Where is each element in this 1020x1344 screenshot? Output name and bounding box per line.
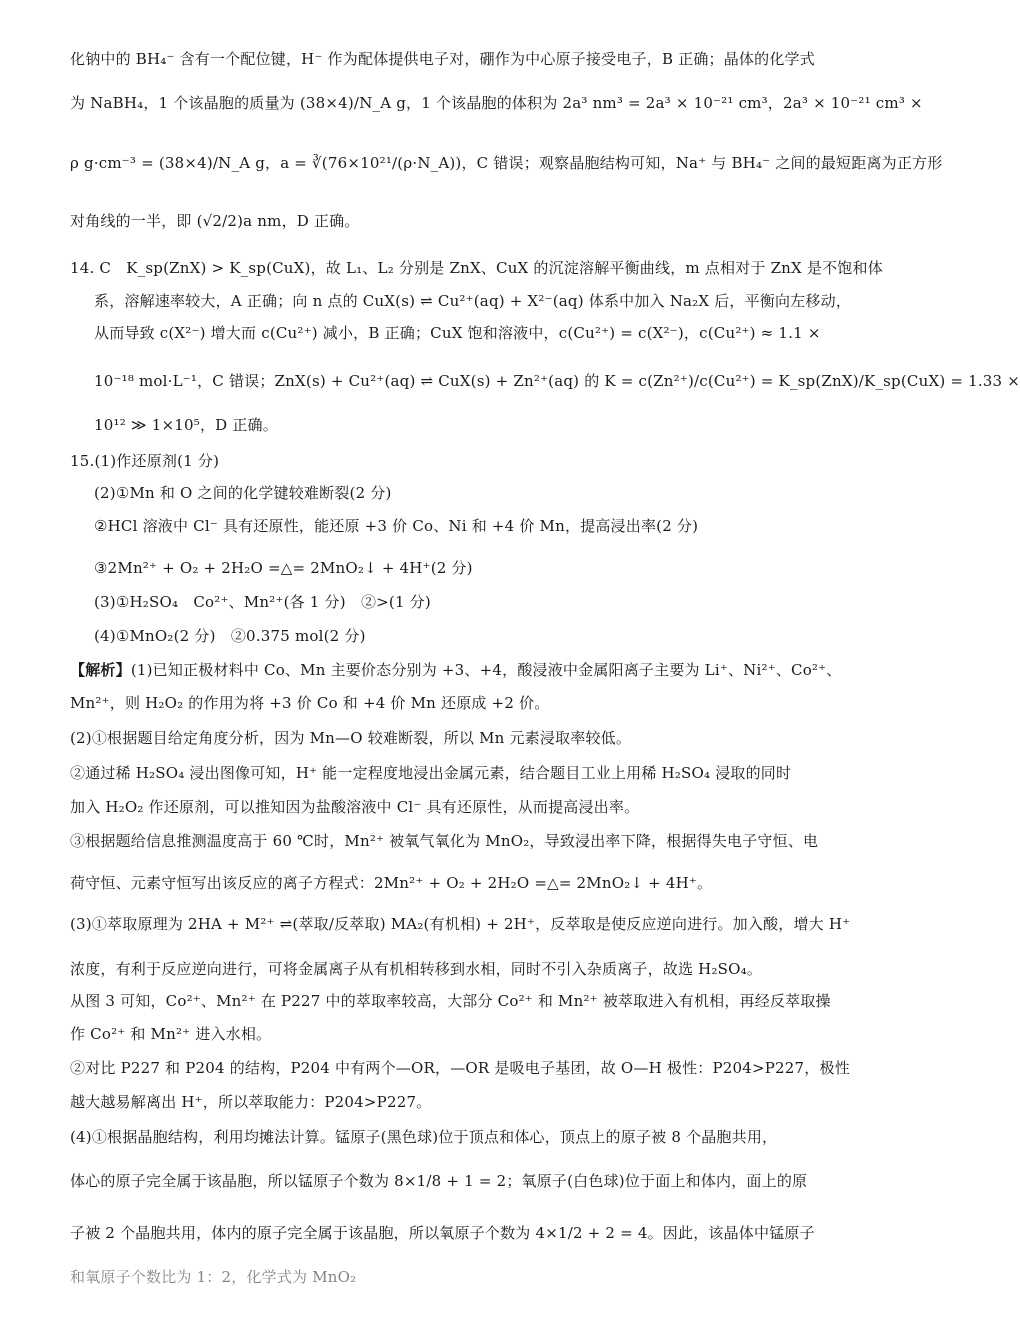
text-line: 荷守恒、元素守恒写出该反应的离子方程式：2Mn²⁺ + O₂ + 2H₂O =△= 2MnO₂↓ + 4H⁺。 xyxy=(70,874,713,892)
text-line: ρ g·cm⁻³ = (38×4)/N_A g，a = ∛(76×10²¹/(ρ·N_A))，C 错误；观察晶胞结构可知，Na⁺ 与 BH₄⁻ 之间的最短距离为正方形 xyxy=(70,154,943,172)
text-line: 从而导致 c(X²⁻) 增大而 c(Cu²⁺) 减小，B 正确；CuX 饱和溶液中，c(Cu²⁺) = c(X²⁻)，c(Cu²⁺) ≈ 1.1 × xyxy=(94,324,821,342)
text-line: 10⁻¹⁸ mol·L⁻¹，C 错误；ZnX(s) + Cu²⁺(aq) ⇌ CuX(s) + Zn²⁺(aq) 的 K = c(Zn²⁺)/c(Cu²⁺) = K_sp(ZnX)/K_sp(CuX) = 1.33 × xyxy=(94,372,1020,390)
text-line: 子被 2 个晶胞共用，体内的原子完全属于该晶胞，所以氧原子个数为 4×1/2 + 2 = 4。因此，该晶体中锰原子 xyxy=(70,1224,815,1242)
text-line: ③2Mn²⁺ + O₂ + 2H₂O =△= 2MnO₂↓ + 4H⁺(2 分) xyxy=(94,559,473,577)
text-line: ②对比 P227 和 P204 的结构，P204 中有两个—OR，—OR 是吸电子基团，故 O—H 极性：P204>P227，极性 xyxy=(70,1059,850,1077)
text-line: 15.(1)作还原剂(1 分) xyxy=(70,452,220,470)
text-line: 为 NaBH₄，1 个该晶胞的质量为 (38×4)/N_A g，1 个该晶胞的体积为 2a³ nm³ = 2a³ × 10⁻²¹ cm³，2a³ × 10⁻²¹ cm³ × xyxy=(70,94,923,112)
text-line: (4)①根据晶胞结构，利用均摊法计算。锰原子(黑色球)位于顶点和体心，顶点上的原子被 8 个晶胞共用， xyxy=(70,1128,778,1146)
text-line: 从图 3 可知，Co²⁺、Mn²⁺ 在 P227 中的萃取率较高，大部分 Co²⁺ 和 Mn²⁺ 被萃取进入有机相，再经反萃取操 xyxy=(70,992,831,1010)
text-line: 对角线的一半，即 (√2/2)a nm，D 正确。 xyxy=(70,212,360,230)
analysis-text: (1)已知正极材料中 Co、Mn 主要价态分别为 +3、+4，酸浸液中金属阳离子主要为 Li⁺、Ni²⁺、Co²⁺、 xyxy=(130,661,842,679)
text-line: ③根据题给信息推测温度高于 60 ℃时，Mn²⁺ 被氧气氧化为 MnO₂，导致浸出率下降，根据得失电子守恒、电 xyxy=(70,832,819,850)
analysis-line xyxy=(70,659,910,681)
text-line: 加入 H₂O₂ 作还原剂，可以推知因为盐酸溶液中 Cl⁻ 具有还原性，从而提高浸出率。 xyxy=(70,798,640,816)
text-line: (2)①Mn 和 O 之间的化学键较难断裂(2 分) xyxy=(94,484,392,502)
text-line: 越大越易解离出 H⁺，所以萃取能力：P204>P227。 xyxy=(70,1093,432,1111)
text-line: 体心的原子完全属于该晶胞，所以锰原子个数为 8×1/8 + 1 = 2；氧原子(白色球)位于面上和体内，面上的原 xyxy=(70,1172,808,1190)
text-line: 作 Co²⁺ 和 Mn²⁺ 进入水相。 xyxy=(70,1025,272,1043)
text-line: 10¹² ≫ 1×10⁵，D 正确。 xyxy=(94,416,278,434)
text-line: (3)①H₂SO₄ Co²⁺、Mn²⁺(各 1 分) ②>(1 分) xyxy=(94,593,431,611)
text-line: ②HCl 溶液中 Cl⁻ 具有还原性，能还原 +3 价 Co、Ni 和 +4 价 Mn，提高浸出率(2 分) xyxy=(94,517,699,535)
text-line: 14. C K_sp(ZnX) > K_sp(CuX)，故 L₁、L₂ 分别是 ZnX、CuX 的沉淀溶解平衡曲线，m 点相对于 ZnX 是不饱和体 xyxy=(70,259,883,277)
text-line: 浓度，有利于反应逆向进行，可将金属离子从有机相转移到水相，同时不引入杂质离子，故选 H₂SO₄。 xyxy=(70,960,763,978)
text-line: (2)①根据题目给定角度分析，因为 Mn—O 较难断裂，所以 Mn 元素浸取率较低。 xyxy=(70,729,632,747)
text-line: (4)①MnO₂(2 分) ②0.375 mol(2 分) xyxy=(94,627,366,645)
text-line: Mn²⁺，则 H₂O₂ 的作用为将 +3 价 Co 和 +4 价 Mn 还原成 +2 价。 xyxy=(70,694,550,712)
text-line: 化钠中的 BH₄⁻ 含有一个配位键，H⁻ 作为配体提供电子对，硼作为中心原子接受电子，B 正确；晶体的化学式 xyxy=(70,50,815,68)
text-line: (3)①萃取原理为 2HA + M²⁺ ⇌(萃取/反萃取) MA₂(有机相) + 2H⁺，反萃取是使反应逆向进行。加入酸，增大 H⁺ xyxy=(70,915,851,933)
analysis-label: 【解析】 xyxy=(70,661,131,679)
text-line: ②通过稀 H₂SO₄ 浸出图像可知，H⁺ 能一定程度地浸出金属元素，结合题目工业上用稀 H₂SO₄ 浸取的同时 xyxy=(70,764,792,782)
text-line: 系，溶解速率较大，A 正确；向 n 点的 CuX(s) ⇌ Cu²⁺(aq) + X²⁻(aq) 体系中加入 Na₂X 后，平衡向左移动， xyxy=(94,292,852,310)
text-line-partial: 和氧原子个数比为 1：2，化学式为 MnO₂ xyxy=(70,1268,357,1286)
